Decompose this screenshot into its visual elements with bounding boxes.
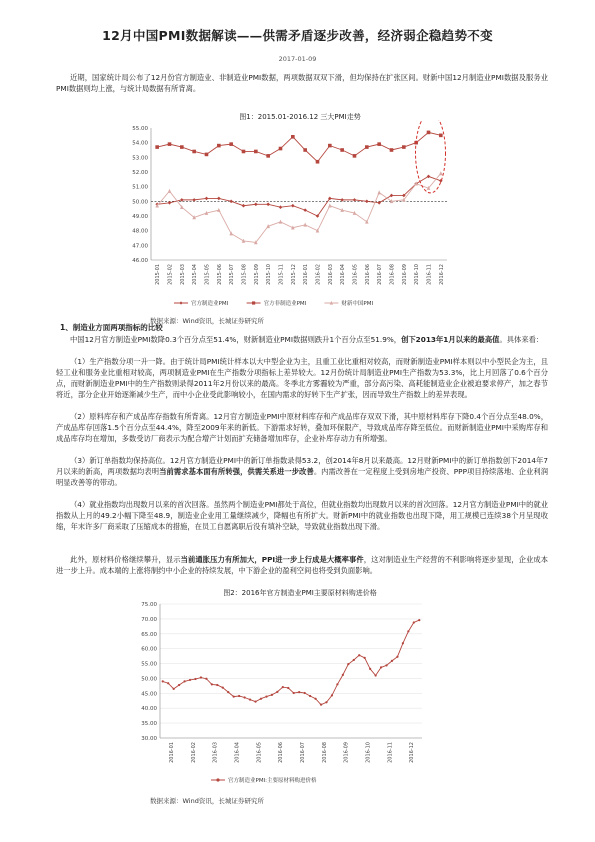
x-tick-label: 2016-06 (364, 264, 371, 285)
y-tick-label: 50.00 (141, 676, 157, 683)
data-point (192, 150, 196, 154)
data-point (353, 154, 357, 158)
data-point (217, 144, 221, 148)
data-point (369, 668, 371, 670)
x-tick-label: 2016-08 (389, 264, 396, 285)
data-point (287, 687, 289, 689)
data-point (298, 691, 300, 693)
raw-material-price-chart (130, 598, 430, 793)
y-tick-label: 50.00 (132, 199, 148, 206)
data-point (390, 148, 394, 152)
paragraph-3: （2）原料库存和产成品库存指数有所背离。12月官方制造业PMI中原材料库存和产成品库存双双下滑，其中原材料库存下降0.4个百分点至48.0%，产成品库存回落1.5个百分点至44.4%，降至2009年来的新低。下游需求好转，叠加环保限产，导致成品库存降至低位。而财新制造业PMI中采购库存和成品库存均在增加，多数受访厂商表示为配合增产计划而扩充储备增加库存，企业补库存动力有所增强。 (56, 412, 548, 443)
data-point (254, 701, 256, 703)
x-tick-label: 2015-01 (155, 264, 162, 285)
data-point (303, 208, 307, 212)
paragraph-5: （4）就业指数均出现数月以来的首次回落。虽然两个制造业PMI都处于高位，但就业指数均出现数月以来的首次回落。12月官方制造业PMI中的就业指数从上月的49.2小幅下降至48.9，制造业企业用工量继续减少，降幅也有所扩大。财新PMI中的就业指数也出现下降，用工规模已连续38个月呈现收缩，年末许多厂商采取了压缩成本的措施，在员工自愿离职后没有填补空缺，导致就业指数出现下滑。 (56, 500, 548, 531)
x-tick-label: 2016-07 (377, 264, 384, 285)
data-point (353, 659, 355, 661)
y-tick-label: 35.00 (141, 721, 157, 728)
p6-text-c: ，这对制造业生产经营的不利影响将逐步显现，企业成本进一步上升。成本端的上涨将制约中小企业的持续发展，中下游企业的盈利空间也将受到负面影响。 (56, 555, 549, 575)
data-point (279, 205, 283, 209)
data-point (427, 131, 431, 135)
legend-marker (216, 778, 219, 781)
x-tick-label: 2016-01 (168, 742, 175, 763)
data-point (242, 150, 246, 154)
x-tick-label: 2016-10 (365, 742, 372, 763)
paragraph-4 (56, 455, 548, 488)
data-point (205, 153, 209, 157)
data-point (385, 664, 387, 666)
data-point (340, 148, 344, 152)
x-tick-label: 2016-01 (303, 264, 310, 285)
legend-marker (179, 301, 182, 304)
x-tick-label: 2016-10 (414, 264, 421, 285)
data-point (205, 197, 209, 201)
x-tick-label: 2016-08 (321, 742, 328, 763)
article-title: 12月中国PMI数据解读——供需矛盾逐步改善，经济弱企稳趋势不变 (102, 28, 493, 43)
x-tick-label: 2016-03 (212, 742, 219, 763)
data-point (238, 695, 240, 697)
data-point (168, 201, 172, 205)
data-point (320, 704, 322, 706)
data-point (358, 654, 360, 656)
series-line-1 (163, 620, 420, 705)
data-point (200, 676, 202, 678)
x-tick-label: 2016-09 (401, 264, 408, 285)
data-point (216, 684, 218, 686)
data-point (439, 134, 443, 138)
paragraph-6 (56, 554, 548, 576)
data-point (336, 683, 338, 685)
data-point (233, 695, 235, 697)
pmi-trend-chart (125, 120, 465, 320)
x-tick-label: 2015-02 (167, 264, 174, 285)
data-point (282, 686, 284, 688)
y-tick-label: 48.00 (132, 228, 148, 235)
data-point (407, 630, 409, 632)
data-point (439, 171, 443, 175)
data-point (271, 694, 273, 696)
y-tick-label: 53.00 (132, 155, 148, 162)
data-point (293, 692, 295, 694)
data-point (291, 204, 295, 208)
p1-text-c: 。具体来看： (499, 335, 544, 344)
x-tick-label: 2015-06 (216, 264, 223, 285)
y-tick-label: 52.00 (132, 170, 148, 176)
p4-text-a: （3）新订单指数均保持高位。12月官方制造业PMI中的新订单指数录得53.2，创2014年8月以来最高。12月财新PMI中的新订单指数创下2014年7月以来的新高，两项数据均表明 (56, 456, 548, 476)
data-point (325, 701, 327, 703)
data-point (309, 695, 311, 697)
data-point (183, 680, 185, 682)
x-tick-label: 2016-06 (278, 742, 285, 763)
x-tick-label: 2015-08 (241, 264, 248, 285)
data-point (266, 202, 270, 206)
p4-highlight: 当前需求基本面有所转强，供需关系进一步改善 (159, 467, 314, 476)
x-tick-label: 2015-11 (278, 264, 285, 285)
data-point (402, 642, 404, 644)
x-tick-label: 2016-09 (343, 742, 350, 763)
x-tick-label: 2015-04 (192, 264, 199, 285)
y-tick-label: 75.00 (141, 602, 157, 608)
x-tick-label: 2015-05 (204, 264, 211, 285)
data-point (162, 680, 164, 682)
data-point (266, 154, 270, 158)
x-tick-label: 2016-02 (190, 742, 197, 763)
legend-label: 财新中国PMI (341, 301, 374, 307)
data-point (168, 142, 172, 146)
data-point (211, 683, 213, 685)
data-point (402, 145, 406, 149)
data-point (229, 200, 233, 204)
p6-highlight: 当前通胀压力有所加大，PPI进一步上行成是大概率事件 (180, 555, 364, 564)
y-tick-label: 51.00 (132, 184, 148, 191)
legend-label: 官方制造业PMI:主要原材料购进价格 (228, 778, 317, 784)
y-tick-label: 40.00 (141, 706, 157, 713)
data-point (365, 145, 369, 149)
figure2-source: 数据来源：Wind资讯，长城证券研究所 (150, 797, 264, 805)
section1-heading: 1、制造业方面两项指标的比较 (60, 323, 163, 332)
paragraph-1 (56, 334, 548, 345)
y-tick-label: 55.00 (132, 126, 148, 132)
data-point (413, 621, 415, 623)
data-point (374, 674, 376, 676)
x-tick-label: 2015-09 (253, 264, 260, 285)
data-point (173, 688, 175, 690)
legend-label: 官方制造业PMI (191, 301, 229, 307)
x-tick-label: 2016-07 (299, 742, 306, 763)
data-point (347, 663, 349, 665)
x-tick-label: 2016-03 (327, 264, 334, 285)
data-point (168, 189, 172, 193)
x-tick-label: 2016-12 (438, 264, 445, 285)
data-point (192, 198, 196, 202)
data-point (377, 142, 381, 146)
x-tick-label: 2016-02 (315, 264, 322, 285)
data-point (227, 691, 229, 693)
y-tick-label: 65.00 (141, 631, 157, 638)
data-point (279, 220, 283, 224)
data-point (291, 135, 295, 139)
y-tick-label: 54.00 (132, 140, 148, 147)
data-point (260, 698, 262, 700)
data-point (243, 696, 245, 698)
data-point (316, 160, 320, 164)
figure1-title: 图1：2015.01-2016.12 三大PMI走势 (239, 113, 361, 121)
x-tick-label: 2016-12 (409, 742, 416, 763)
x-tick-label: 2016-11 (426, 264, 433, 285)
y-tick-label: 47.00 (132, 243, 148, 250)
x-tick-label: 2016-05 (352, 264, 359, 285)
data-point (189, 679, 191, 681)
data-point (205, 678, 207, 680)
x-tick-label: 2016-04 (234, 742, 241, 763)
article-date: 2017-01-09 (278, 55, 317, 63)
data-point (249, 698, 251, 700)
data-point (254, 150, 258, 154)
y-tick-label: 60.00 (141, 646, 157, 653)
x-tick-label: 2016-11 (387, 742, 394, 763)
data-point (180, 145, 184, 149)
data-point (242, 204, 246, 208)
data-point (380, 666, 382, 668)
series-line-1 (157, 176, 441, 216)
data-point (391, 660, 393, 662)
data-point (178, 684, 180, 686)
data-point (314, 698, 316, 700)
data-point (254, 202, 258, 206)
figure2-title: 图2：2016年官方制造业PMI主要原材料购进价格 (223, 589, 377, 597)
data-point (304, 692, 306, 694)
data-point (396, 656, 398, 658)
x-tick-label: 2015-10 (266, 264, 273, 285)
data-point (364, 657, 366, 659)
data-point (342, 674, 344, 676)
legend-marker (252, 301, 255, 304)
data-point (328, 203, 332, 207)
p1-text-a: 中国12月官方制造业PMI数降0.3个百分点至51.4%，财新制造业PMI数据则跌升1个百分点至51.9%， (70, 335, 402, 344)
p6-text-a: 此外，原材料价格继续攀升，显示 (70, 555, 181, 564)
y-tick-label: 30.00 (141, 736, 157, 742)
data-point (365, 220, 369, 224)
data-point (377, 190, 381, 194)
series-line-2 (157, 132, 441, 161)
y-tick-label: 70.00 (141, 616, 157, 623)
p4-text-c: 。内需改善在一定程度上受到房地产投资、PPP项目持续落地、企业利润明显改善等的带动。 (56, 467, 548, 487)
data-point (217, 208, 221, 212)
data-point (265, 695, 267, 697)
data-point (331, 694, 333, 696)
data-point (279, 147, 283, 151)
paragraph-2: （1）生产指数分项一升一降。由于统计局PMI统计样本以大中型企业为主，且重工业比重相对较高，而财新制造业PMI样本则以中小型民企为主，且轻工业和服务业比重相对较高，两项制造业PMI在生产指数分项指标上差异较大。12月份统计局制造业PMI生产指数为53.3%，比上月回落了0.6个百分点，而财新制造业PMI中的生产指数则录得2011年2月份以来的最高。冬季北方雾霾较为严重，部分高污染、高耗能制造业企业被迫要求停产，加之春节将近，部分企业开始逐渐减少生产，而中小企业受此影响较小，在国内需求的好转下生产扩张，因而导致生产指数上的差异表现。 (56, 357, 548, 399)
x-tick-label: 2016-05 (256, 742, 263, 763)
data-point (155, 145, 159, 149)
data-point (217, 197, 221, 201)
intro-paragraph: 近期，国家统计局公布了12月份官方制造业、非制造业PMI数据，两项数据双双下滑，但均保持在扩张区间。财新中国12月制造业PMI数据及服务业PMI数据则均上涨，与统计局数据有所背离。 (56, 73, 548, 93)
y-tick-label: 46.00 (132, 258, 148, 264)
data-point (418, 619, 420, 621)
y-tick-label: 49.00 (132, 214, 148, 220)
data-point (365, 200, 369, 204)
x-tick-label: 2015-12 (290, 264, 297, 285)
data-point (222, 687, 224, 689)
data-point (229, 142, 233, 146)
p1-highlight: 创下2013年1月以来的最高值 (401, 335, 500, 344)
y-tick-label: 45.00 (141, 691, 157, 698)
data-point (194, 678, 196, 680)
x-tick-label: 2015-07 (229, 264, 236, 285)
data-point (328, 144, 332, 148)
data-point (303, 148, 307, 152)
data-point (167, 682, 169, 684)
y-tick-label: 55.00 (141, 661, 157, 668)
figure1-source: 数据来源：Wind资讯，长城证券研究所 (150, 317, 264, 325)
x-tick-label: 2015-03 (179, 264, 186, 285)
data-point (303, 223, 307, 227)
x-tick-label: 2016-04 (340, 264, 347, 285)
legend-label: 官方非制造业PMI (263, 301, 307, 307)
data-point (276, 691, 278, 693)
